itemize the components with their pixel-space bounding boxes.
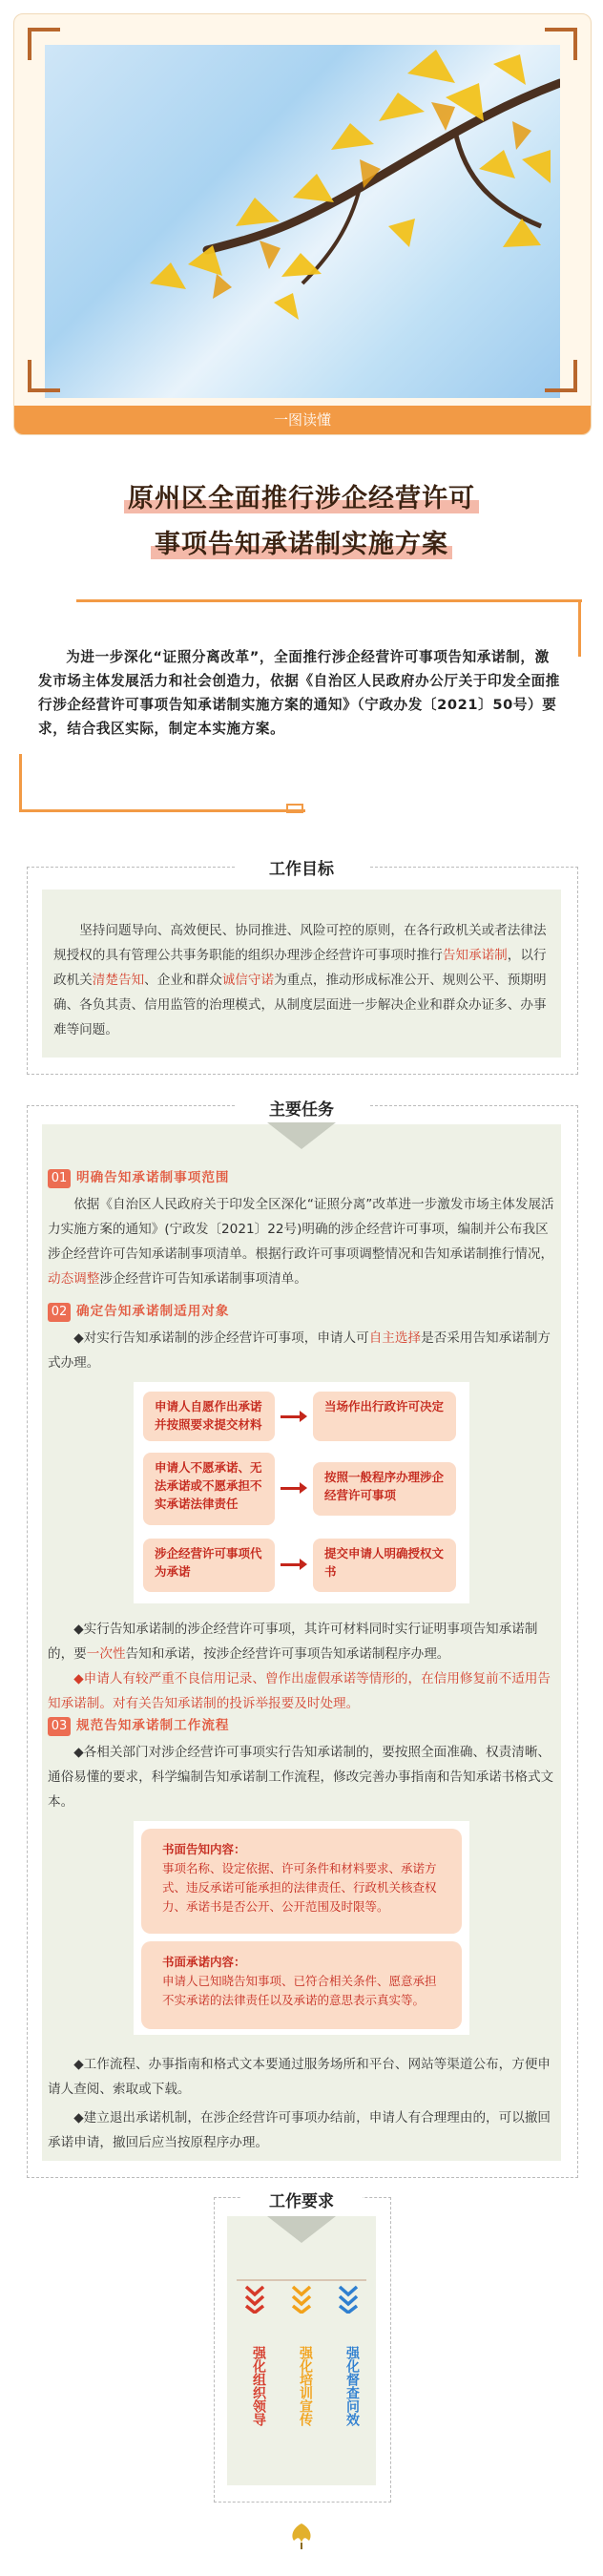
task-1: 01 明确告知承诺制事项范围 依据《自治区人民政府关于印发全区深化“证照分离”改革进一步激发市场主体发展活力实施方案的通知》(宁政发〔2021〕22号)明确的涉企经营许可事项，编制并公布我区涉企经营许可告知承诺制事项清单。根据行政许可事项调整情况和告知承诺制推行情况，动态调整涉企经营许可告知承诺制事项清单。	[48, 1170, 554, 1287]
frame-corner	[28, 28, 60, 60]
flow-arrow	[281, 1415, 302, 1418]
flow-diagram	[134, 1382, 469, 1603]
requirements-title: 工作要求	[269, 2192, 334, 2211]
ginkgo-branch-illustration	[45, 45, 560, 398]
chevron-down-icon	[291, 2285, 312, 2314]
intro-paragraph: 为进一步深化“证照分离改革”，全面推行涉企经营许可事项告知承诺制，激发市场主体发展活力和社会创造力，依据《自治区人民政府办公厅关于印发全面推行涉企经营许可事项告知承诺制实施方案的通知》（宁政办发〔2021〕50号）要求，结合我区实际，制定本实施方案。	[38, 649, 560, 737]
intro-bottom-line	[19, 809, 305, 812]
requirement-supervision: 强化督查问效	[344, 2346, 360, 2426]
flow-arrow	[281, 1563, 302, 1566]
task-3: 03 规范告知承诺制工作流程 ◆各相关部门对涉企经营许可事项实行告知承诺制的，要按照全面准确、权责清晰、通俗易懂的要求，科学编制告知承诺制工作流程，修改完善办事指南和告知承诺书格式文本。	[48, 1718, 554, 1810]
tasks-title: 主要任务	[269, 1100, 334, 1120]
flow-box-a1: 申请人自愿作出承诺并按照要求提交材料	[143, 1392, 275, 1441]
intro-left-line	[19, 754, 22, 811]
task-1-heading: 明确告知承诺制事项范围	[76, 1170, 230, 1185]
flow-arrow	[281, 1487, 302, 1490]
requirement-organization: 强化组织领导	[251, 2346, 266, 2426]
task-3-number: 03	[48, 1717, 71, 1736]
notice-cards	[134, 1821, 469, 2035]
hero-banner: 一图读懂	[14, 406, 591, 434]
tasks-title-pointer	[267, 1122, 336, 1149]
frame-corner	[28, 360, 60, 392]
task-2: 02 确定告知承诺制适用对象 ◆对实行告知承诺制的涉企经营许可事项，申请人可自主选择是否采用告知承诺制方式办理。	[48, 1304, 551, 1371]
task-3-notes: ◆工作流程、办事指南和格式文本要通过服务场所和平台、网站等渠道公布，方便申请人查阅、索取或下载。 ◆建立退出承诺机制，在涉企经营许可事项办结前，申请人有合理理由的，可以撤回承诺申请，撤回后应当按原程序办理。	[48, 2057, 551, 2150]
page-title-line2: 事项告知承诺制实施方案	[0, 523, 603, 560]
flow-box-b2: 按照一般程序办理涉企经营许可事项	[313, 1462, 456, 1516]
goal-text: 坚持问题导向、高效便民、协同推进、风险可控的原则，在各行政机关或者法律法规授权的具有管理公共事务职能的组织办理涉企经营许可事项时推行告知承诺制，以行政机关清楚告知、企业和群众诚信守诺为重点，推动形成标准公开、规则公平、预期明确、各负其责、信用监管的治理模式，从制度层面进一步解决企业和群众办证多、办事难等问题。	[53, 923, 547, 1037]
page-title-line1: 原州区全面推行涉企经营许可	[0, 477, 603, 514]
flow-box-b3: 提交申请人明确授权文书	[313, 1539, 456, 1592]
intro-right-line	[578, 599, 581, 657]
task-2-notes: ◆实行告知承诺制的涉企经营许可事项，其许可材料同时实行证明事项告知承诺制的，要一次性告知和承诺，按涉企经营许可事项告知承诺制程序办理。 ◆申请人有较严重不良信用记录、曾作出虚假承诺等情形的，在信用修复前不适用告知承诺制。对有关告知承诺制的投诉举报要及时处理。	[48, 1622, 551, 1711]
card-written-commitment: 书面承诺内容： 申请人已知晓告知事项、已符合相关条件、愿意承担不实承诺的法律责任以及承诺的意思表示真实等。	[141, 1941, 462, 2029]
task-3-heading: 规范告知承诺制工作流程	[76, 1718, 230, 1733]
flow-box-b1: 当场作出行政许可决定	[313, 1392, 456, 1441]
task-2-number: 02	[48, 1303, 71, 1322]
requirements-title-pointer	[267, 2216, 336, 2243]
chevron-down-icon	[244, 2285, 265, 2314]
intro-top-line	[76, 599, 582, 602]
card-written-notice: 书面告知内容： 事项名称、设定依据、许可条件和材料要求、承诺方式、违反承诺可能承担的法律责任、行政机关核查权力、承诺书是否公开、公开范围及时限等。	[141, 1829, 462, 1934]
ginkgo-photo	[45, 45, 560, 398]
task-2-heading: 确定告知承诺制适用对象	[76, 1304, 230, 1319]
frame-corner	[545, 28, 577, 60]
frame-corner	[545, 360, 577, 392]
flow-box-a2: 申请人不愿承诺、无法承诺或不愿承担不实承诺法律责任	[143, 1453, 275, 1525]
task-1-number: 01	[48, 1169, 71, 1188]
requirement-training: 强化培训宣传	[298, 2346, 313, 2426]
requirements-divider	[237, 2279, 366, 2281]
hero-card	[13, 13, 592, 435]
ginkgo-leaf-icon	[288, 2520, 315, 2550]
flow-box-a3: 涉企经营许可事项代为承诺	[143, 1539, 275, 1592]
goal-title: 工作目标	[269, 860, 334, 879]
intro-marker	[286, 804, 303, 813]
chevron-down-icon	[338, 2285, 359, 2314]
